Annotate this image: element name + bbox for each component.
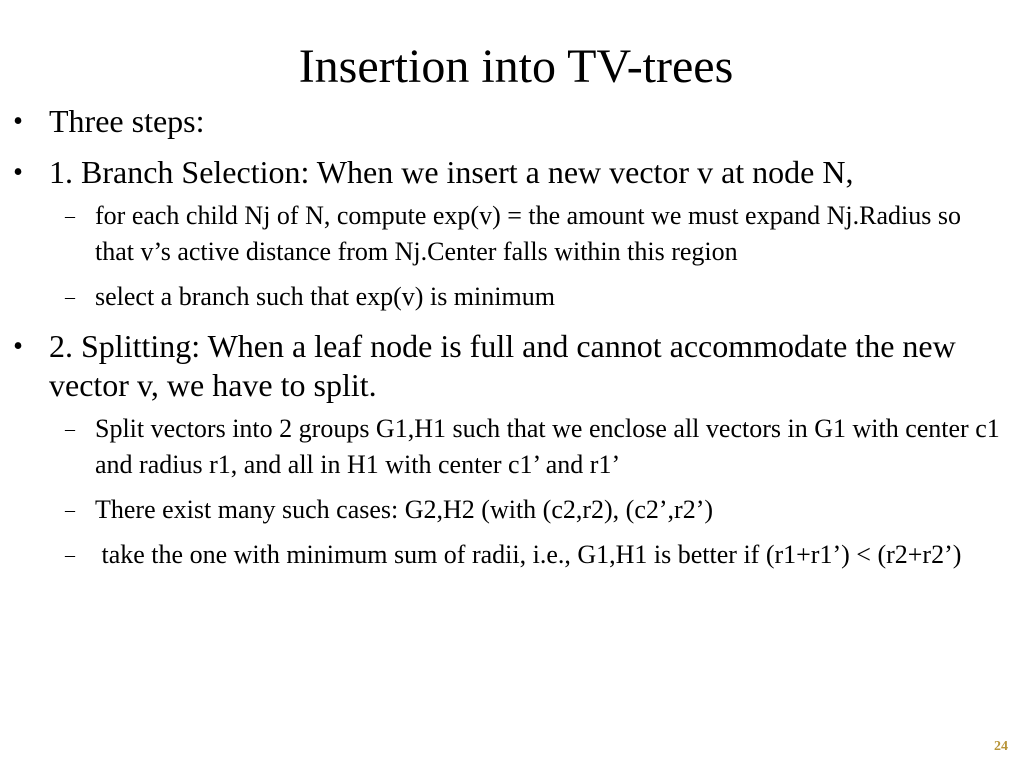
sub-item-minimum-radii xyxy=(0,537,1024,573)
bullet-item-branch-selection xyxy=(0,153,1024,192)
bullet-text: 2. Splitting: When a leaf node is full and cannot accommodate the new vector v, we have to split. xyxy=(49,328,956,403)
dash-icon: – xyxy=(65,499,75,521)
sub-item-compute-exp xyxy=(0,198,1024,270)
slide-title: Insertion into TV-trees xyxy=(298,40,734,93)
bullet-item-splitting xyxy=(0,327,1024,405)
bullet-dot-icon: • xyxy=(13,106,23,137)
bullet-item-three-steps xyxy=(0,102,1024,141)
sub-item-text: take the one with minimum sum of radii, i.e., G1,H1 is better if (r1+r1’) < (r2+r2’) xyxy=(95,540,962,569)
bullet-text: 1. Branch Selection: When we insert a new vector v at node N, xyxy=(49,154,854,190)
sub-item-text: for each child Nj of N, compute exp(v) = the amount we must expand Nj.Radius so that v’s active distance from Nj.Center falls within this region xyxy=(95,201,961,266)
sub-item-split-vectors xyxy=(0,411,1024,483)
dash-icon: – xyxy=(65,544,75,566)
bullet-text: Three steps: xyxy=(49,103,205,139)
bullet-dot-icon: • xyxy=(13,331,23,362)
page-number: 24 xyxy=(994,739,1008,754)
dash-icon: – xyxy=(65,418,75,440)
dash-icon: – xyxy=(65,286,75,308)
dash-icon: – xyxy=(65,205,75,227)
sub-item-text: There exist many such cases: G2,H2 (with (c2,r2), (c2’,r2’) xyxy=(95,495,714,524)
slide-body xyxy=(0,98,1024,573)
bullet-dot-icon: • xyxy=(13,157,23,188)
sub-item-text: Split vectors into 2 groups G1,H1 such that we enclose all vectors in G1 with center c1 and radius r1, and all in H1 with center c1’ and r1’ xyxy=(95,414,1000,479)
sub-item-many-cases xyxy=(0,492,1024,528)
sub-item-text: select a branch such that exp(v) is minimum xyxy=(95,282,555,311)
sub-item-select-branch xyxy=(0,279,1024,315)
